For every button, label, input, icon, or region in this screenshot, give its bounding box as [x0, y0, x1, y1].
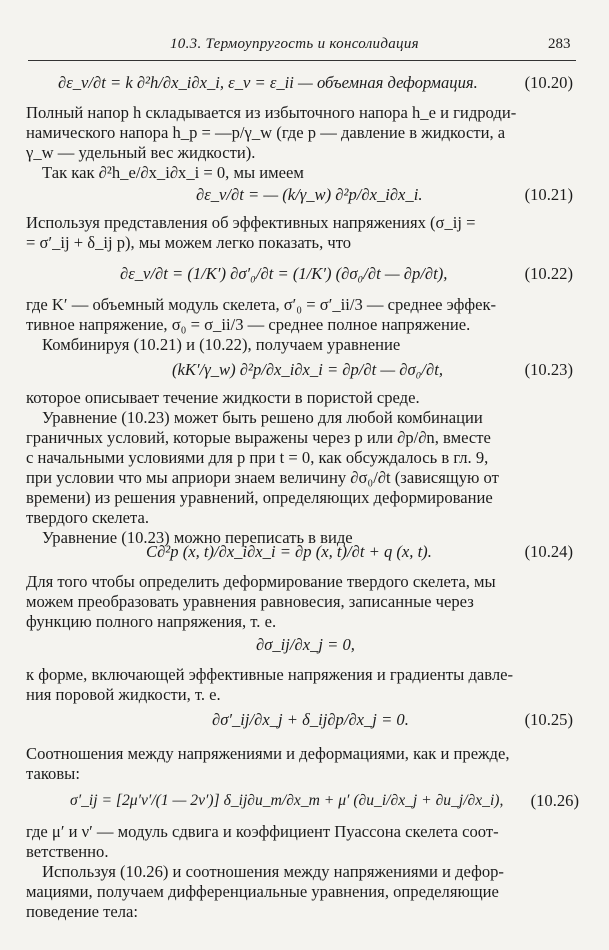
- text-line: можем преобразовать уравнения равновесия, записанные через: [26, 592, 474, 611]
- text-line: γ_w — удельный вес жидкости).: [26, 143, 256, 162]
- paragraph-total-head: [0, 103, 609, 183]
- equation-expr: (kK′/γ_w) ∂²p/∂x_i∂x_i = ∂p/∂t — ∂σ₀/∂t,: [172, 360, 443, 379]
- text-line: к форме, включающей эффективные напряжения и градиенты давле-: [26, 665, 514, 684]
- equation-number: (10.25): [524, 710, 573, 729]
- running-title: 10.3. Термоупругость и консолидация: [170, 36, 419, 52]
- text-line: Используя (10.26) и соотношения между напряжениями и дефор-: [42, 862, 504, 881]
- equation-10-22: [0, 262, 609, 286]
- text-line: = σ′_ij + δ_ij p), мы можем легко показать, что: [26, 233, 352, 252]
- text-line: мациями, получаем дифференциальные уравнения, определяющие: [26, 882, 499, 901]
- equation-10-26: [0, 789, 609, 813]
- text-line: при условии что мы априори знаем величину ∂σ₀/∂t (зависящую от: [26, 468, 499, 487]
- text-line: Используя представления об эффективных напряжениях (σ_ij =: [26, 213, 476, 232]
- paragraph-solution: [0, 388, 609, 548]
- header-rule: [28, 60, 576, 61]
- paragraph-bulk-modulus: [0, 295, 609, 355]
- paragraph-constitutive: [0, 744, 609, 784]
- equation-expr: ∂ε_v/∂t = (1/K′) ∂σ′₀/∂t = (1/K′) (∂σ₀/∂t — ∂p/∂t),: [120, 264, 448, 283]
- text-line: твердого скелета.: [26, 508, 150, 527]
- text-line: таковы:: [26, 764, 80, 783]
- equation-10-24: [0, 540, 609, 564]
- text-line: с начальными условиями для p при t = 0, как обсуждалось в гл. 9,: [26, 448, 489, 467]
- page-number: 283: [548, 36, 571, 52]
- equation-number: (10.20): [524, 73, 573, 92]
- paragraph-equilibrium: [0, 572, 609, 632]
- equation-expr: C∂²p (x, t)/∂x_i∂x_i = ∂p (x, t)/∂t + q (x, t).: [146, 542, 432, 561]
- text-line: функцию полного напряжения, т. е.: [26, 612, 277, 631]
- equation-expr: σ′_ij = [2μ′ν′/(1 — 2ν′)] δ_ij∂u_m/∂x_m + μ′ (∂u_i/∂x_j + ∂u_j/∂x_i),: [70, 792, 504, 809]
- text-line: где μ′ и ν′ — модуль сдвига и коэффициент Пуассона скелета соот-: [26, 822, 499, 841]
- text-line: поведение тела:: [26, 902, 139, 921]
- paragraph-conclusion: [0, 862, 609, 922]
- equation-10-25: [0, 708, 609, 732]
- equation-number: (10.21): [524, 185, 573, 204]
- text-line: Уравнение (10.23) может быть решено для любой комбинации: [42, 408, 483, 427]
- equation-expr: ∂σ_ij/∂x_j = 0,: [256, 635, 355, 654]
- text-line: намического напора h_p = —p/γ_w (где p — давление в жидкости, а: [26, 123, 506, 142]
- text-line: ния поровой жидкости, т. е.: [26, 685, 221, 704]
- text-line: которое описывает течение жидкости в пористой среде.: [26, 388, 420, 407]
- text-line: Для того чтобы определить деформирование твердого скелета, мы: [26, 572, 496, 591]
- text-line: граничных условий, которые выражены через p или ∂p/∂n, вместе: [26, 428, 491, 447]
- paragraph-effective-stress: [0, 213, 609, 253]
- text-line: тивное напряжение, σ₀ = σ_ii/3 — среднее полное напряжение.: [26, 315, 471, 334]
- equation-expr: ∂σ′_ij/∂x_j + δ_ij∂p/∂x_j = 0.: [212, 710, 409, 729]
- text-line: Комбинируя (10.21) и (10.22), получаем уравнение: [42, 335, 401, 354]
- equation-number: (10.26): [530, 791, 579, 810]
- equation-10-21: [0, 183, 609, 207]
- equation-10-23: [0, 358, 609, 382]
- text-line: времени) из решения уравнений, определяющих деформирование: [26, 488, 493, 507]
- paragraph-shear-modulus: [0, 822, 609, 862]
- text-line: Так как ∂²h_e/∂x_i∂x_i = 0, мы имеем: [42, 163, 304, 182]
- text-line: где K′ — объемный модуль скелета, σ′₀ = σ′_ii/3 — среднее эффек-: [26, 295, 497, 314]
- equation-10-20: [0, 71, 609, 95]
- equation-number: (10.24): [524, 542, 573, 561]
- equation-expr: ∂ε_v/∂t = — (k/γ_w) ∂²p/∂x_i∂x_i.: [196, 185, 423, 204]
- text-line: Полный напор h складывается из избыточного напора h_e и гидроди-: [26, 103, 517, 122]
- equation-number: (10.23): [524, 360, 573, 379]
- text-line: Соотношения между напряжениями и деформациями, как и прежде,: [26, 744, 510, 763]
- equation-number: (10.22): [524, 264, 573, 283]
- paragraph-pore-pressure: [0, 665, 609, 705]
- text-line: ветственно.: [26, 842, 109, 861]
- running-header: [0, 36, 609, 62]
- equation-expr: ∂ε_v/∂t = k ∂²h/∂x_i∂x_i, ε_v = ε_ii — объемная деформация.: [58, 73, 478, 92]
- equation-equilibrium: [0, 633, 609, 657]
- text-line: Уравнение (10.23) можно переписать в виде: [42, 528, 353, 547]
